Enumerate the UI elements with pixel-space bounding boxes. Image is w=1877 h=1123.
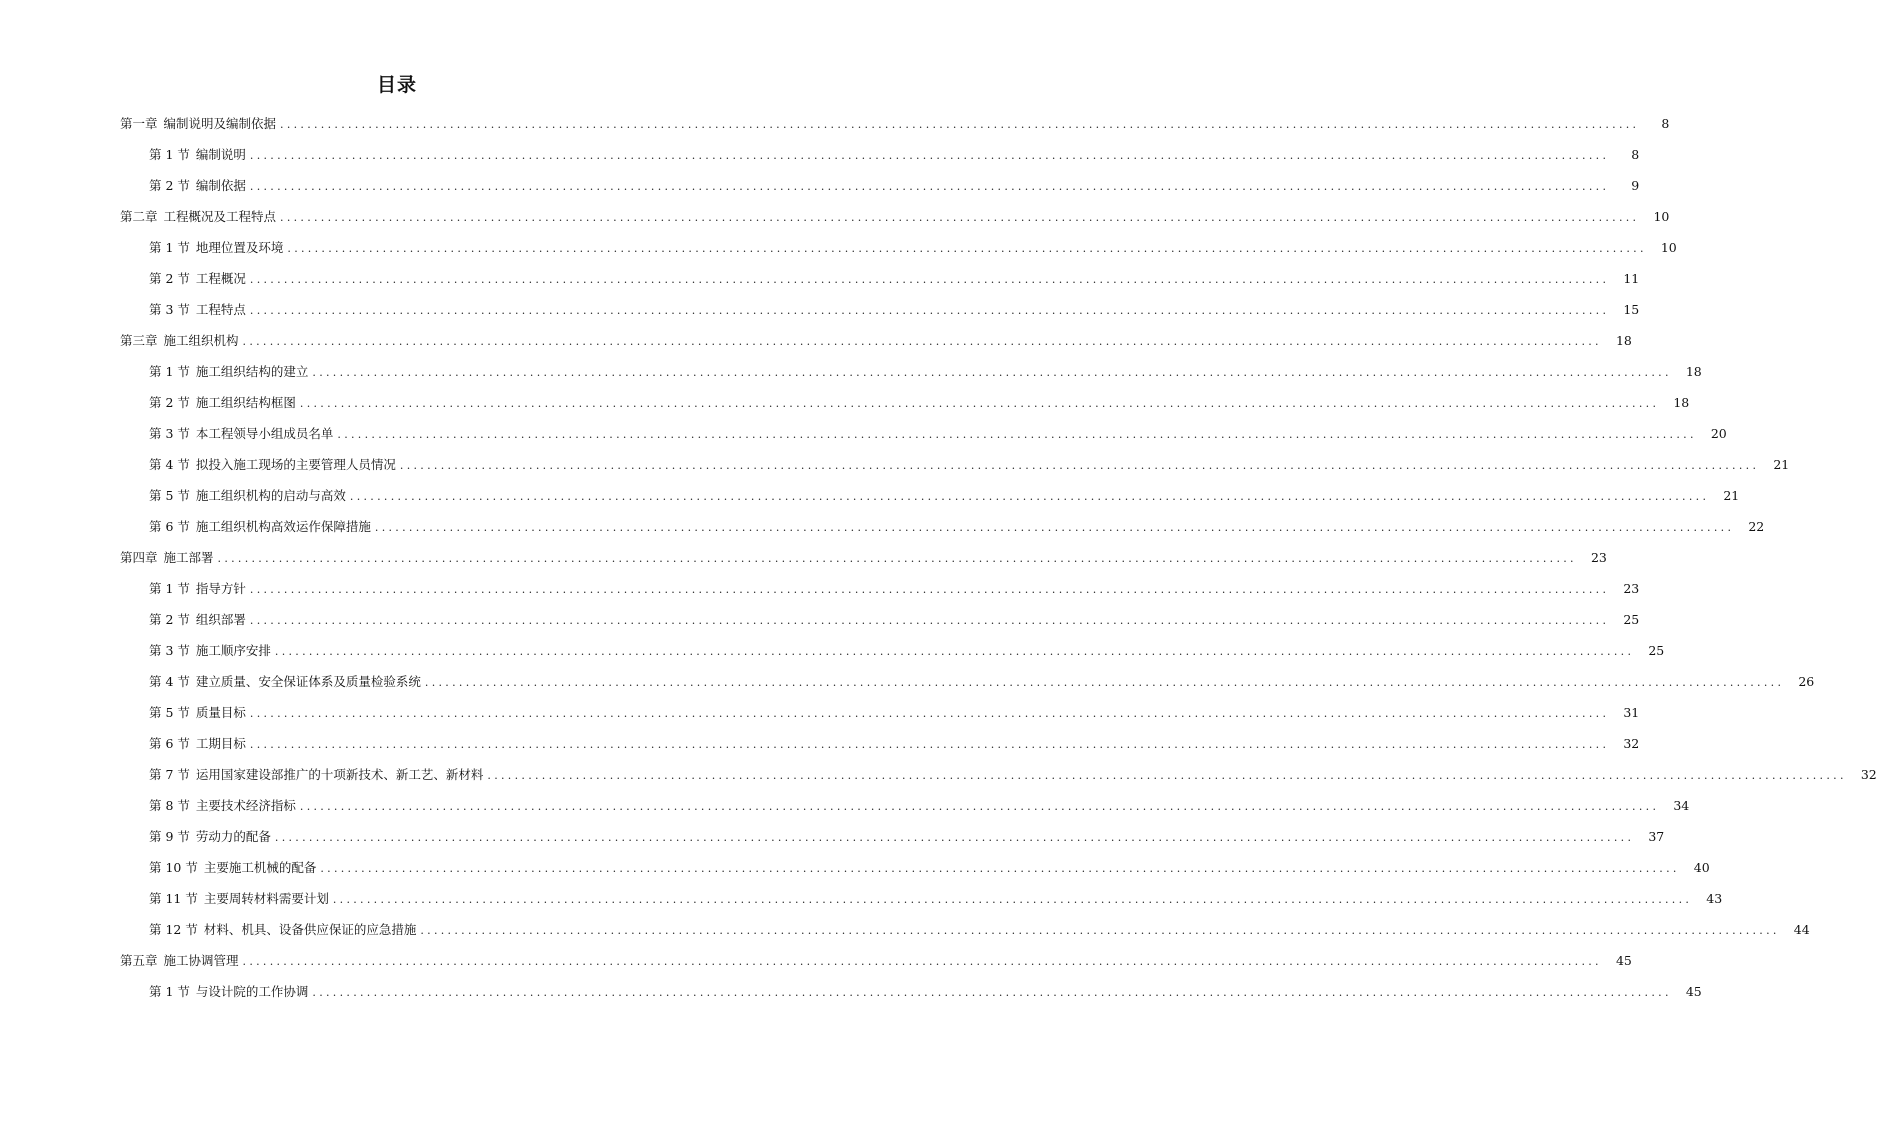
page-number: 34	[1673, 798, 1690, 814]
entry-title: 运用国家建设部推广的十项新技术、新工艺、新材料	[195, 767, 484, 783]
toc-section[interactable]	[0, 357, 1702, 388]
page-number: 8	[1631, 147, 1640, 163]
dot-leader: ........................................................................................................................................................................................................	[249, 614, 1610, 627]
entry-number: 第二章	[120, 209, 158, 225]
page-number: 8	[1661, 116, 1670, 132]
toc-chapter[interactable]	[0, 946, 1632, 977]
toc-chapter[interactable]	[0, 202, 1670, 233]
dot-leader: ........................................................................................................................................................................................................	[242, 335, 1602, 348]
page-number: 25	[1623, 612, 1640, 628]
entry-title: 拟投入施工现场的主要管理人员情况	[195, 457, 396, 473]
toc-section[interactable]	[0, 140, 1640, 171]
entry-title: 工程概况	[195, 271, 246, 287]
entry-number: 第 12 节	[149, 922, 198, 938]
dot-leader: ........................................................................................................................................................................................................	[399, 459, 1760, 472]
toc-section[interactable]	[0, 481, 1740, 512]
page-number: 18	[1615, 333, 1632, 349]
toc-section[interactable]	[0, 822, 1665, 853]
entry-title: 与设计院的工作协调	[195, 984, 309, 1000]
dot-leader: ........................................................................................................................................................................................................	[299, 800, 1660, 813]
entry-number: 第 11 节	[149, 891, 198, 907]
page-number: 20	[1710, 426, 1727, 442]
entry-title: 工期目标	[195, 736, 246, 752]
page-number: 26	[1798, 674, 1815, 690]
toc-section[interactable]	[0, 729, 1640, 760]
dot-leader: ........................................................................................................................................................................................................	[274, 645, 1635, 658]
dot-leader: ........................................................................................................................................................................................................	[249, 707, 1610, 720]
entry-title: 本工程领导小组成员名单	[195, 426, 334, 442]
entry-number: 第 3 节	[149, 643, 190, 659]
toc-section[interactable]	[0, 388, 1690, 419]
entry-number: 第 2 节	[149, 612, 190, 628]
toc-section[interactable]	[0, 915, 1810, 946]
toc-section[interactable]	[0, 264, 1640, 295]
entry-title: 劳动力的配备	[195, 829, 271, 845]
dot-leader: ........................................................................................................................................................................................................	[374, 521, 1735, 534]
entry-number: 第 1 节	[149, 364, 190, 380]
dot-leader: ........................................................................................................................................................................................................	[320, 862, 1680, 875]
page-number: 37	[1648, 829, 1665, 845]
entry-number: 第 3 节	[149, 426, 190, 442]
toc-section[interactable]	[0, 512, 1765, 543]
page-number: 45	[1685, 984, 1702, 1000]
entry-title: 组织部署	[195, 612, 246, 628]
dot-leader: ........................................................................................................................................................................................................	[249, 738, 1610, 751]
entry-number: 第 4 节	[149, 457, 190, 473]
entry-number: 第四章	[120, 550, 158, 566]
dot-leader: ........................................................................................................................................................................................................	[280, 211, 1640, 224]
dot-leader: ........................................................................................................................................................................................................	[420, 924, 1780, 937]
page-number: 21	[1773, 457, 1790, 473]
entry-title: 主要技术经济指标	[195, 798, 296, 814]
page-number: 31	[1623, 705, 1640, 721]
entry-title: 施工组织机构	[163, 333, 239, 349]
entry-number: 第 9 节	[149, 829, 190, 845]
toc-section[interactable]	[0, 698, 1640, 729]
entry-title: 地理位置及环境	[195, 240, 284, 256]
entry-number: 第 6 节	[149, 519, 190, 535]
toc-section[interactable]	[0, 171, 1640, 202]
page-number: 40	[1693, 860, 1710, 876]
entry-title: 编制依据	[195, 178, 246, 194]
entry-title: 施工组织机构高效运作保障措施	[195, 519, 371, 535]
page-number: 18	[1685, 364, 1702, 380]
page-number: 23	[1623, 581, 1640, 597]
table-of-contents	[0, 109, 1877, 1008]
entry-number: 第 7 节	[149, 767, 190, 783]
entry-title: 施工组织结构的建立	[195, 364, 309, 380]
dot-leader: ........................................................................................................................................................................................................	[249, 273, 1610, 286]
entry-title: 建立质量、安全保证体系及质量检验系统	[195, 674, 421, 690]
dot-leader: ........................................................................................................................................................................................................	[312, 366, 1672, 379]
toc-chapter[interactable]	[0, 326, 1632, 357]
entry-title: 施工部署	[163, 550, 214, 566]
dot-leader: ........................................................................................................................................................................................................	[287, 242, 1647, 255]
entry-number: 第 2 节	[149, 395, 190, 411]
page-number: 22	[1748, 519, 1765, 535]
entry-number: 第五章	[120, 953, 158, 969]
toc-section[interactable]	[0, 574, 1640, 605]
entry-title: 工程概况及工程特点	[163, 209, 277, 225]
dot-leader: ........................................................................................................................................................................................................	[280, 118, 1640, 131]
page-number: 9	[1631, 178, 1640, 194]
entry-title: 施工顺序安排	[195, 643, 271, 659]
toc-section[interactable]	[0, 884, 1723, 915]
entry-number: 第 1 节	[149, 581, 190, 597]
toc-section[interactable]	[0, 791, 1690, 822]
toc-section[interactable]	[0, 605, 1640, 636]
page-number: 25	[1648, 643, 1665, 659]
page-title: 目录	[376, 74, 417, 96]
page-number: 15	[1623, 302, 1640, 318]
entry-number: 第 4 节	[149, 674, 190, 690]
toc-section[interactable]	[0, 450, 1790, 481]
entry-title: 材料、机具、设备供应保证的应急措施	[203, 922, 417, 938]
page-number: 23	[1590, 550, 1607, 566]
entry-title: 施工组织结构框图	[195, 395, 296, 411]
entry-title: 工程特点	[195, 302, 246, 318]
entry-number: 第三章	[120, 333, 158, 349]
page-number: 21	[1723, 488, 1740, 504]
entry-title: 编制说明	[195, 147, 246, 163]
page-number: 11	[1623, 271, 1640, 287]
entry-number: 第 2 节	[149, 271, 190, 287]
entry-number: 第 1 节	[149, 984, 190, 1000]
dot-leader: ........................................................................................................................................................................................................	[249, 180, 1610, 193]
page-number: 45	[1615, 953, 1632, 969]
page-number: 43	[1706, 891, 1723, 907]
dot-leader: ........................................................................................................................................................................................................	[249, 149, 1610, 162]
dot-leader: ........................................................................................................................................................................................................	[312, 986, 1672, 999]
toc-chapter[interactable]	[0, 543, 1607, 574]
entry-number: 第 6 节	[149, 736, 190, 752]
dot-leader: ........................................................................................................................................................................................................	[299, 397, 1660, 410]
entry-title: 主要施工机械的配备	[203, 860, 317, 876]
entry-title: 施工组织机构的启动与高效	[195, 488, 346, 504]
entry-title: 质量目标	[195, 705, 246, 721]
dot-leader: ........................................................................................................................................................................................................	[487, 769, 1847, 782]
page-number: 44	[1793, 922, 1810, 938]
entry-number: 第 1 节	[149, 240, 190, 256]
dot-leader: ........................................................................................................................................................................................................	[242, 955, 1602, 968]
page-number: 32	[1860, 767, 1877, 783]
page-number: 10	[1653, 209, 1670, 225]
page-number: 32	[1623, 736, 1640, 752]
dot-leader: ........................................................................................................................................................................................................	[424, 676, 1785, 689]
entry-title: 编制说明及编制依据	[163, 116, 277, 132]
entry-number: 第 10 节	[149, 860, 198, 876]
toc-section[interactable]	[0, 233, 1677, 264]
toc-section[interactable]	[0, 977, 1702, 1008]
entry-number: 第 3 节	[149, 302, 190, 318]
entry-number: 第 5 节	[149, 488, 190, 504]
toc-section[interactable]	[0, 760, 1877, 791]
dot-leader: ........................................................................................................................................................................................................	[337, 428, 1697, 441]
page-number: 18	[1673, 395, 1690, 411]
dot-leader: ........................................................................................................................................................................................................	[332, 893, 1693, 906]
toc-chapter[interactable]	[0, 109, 1670, 140]
toc-section[interactable]	[0, 853, 1710, 884]
entry-number: 第 1 节	[149, 147, 190, 163]
entry-number: 第 8 节	[149, 798, 190, 814]
dot-leader: ........................................................................................................................................................................................................	[249, 304, 1610, 317]
toc-section[interactable]	[0, 419, 1727, 450]
entry-number: 第 5 节	[149, 705, 190, 721]
toc-section[interactable]	[0, 295, 1640, 326]
entry-title: 主要周转材料需要计划	[203, 891, 329, 907]
entry-title: 施工协调管理	[163, 953, 239, 969]
entry-number: 第 2 节	[149, 178, 190, 194]
entry-number: 第一章	[120, 116, 158, 132]
toc-section[interactable]	[0, 636, 1665, 667]
dot-leader: ........................................................................................................................................................................................................	[249, 583, 1610, 596]
entry-title: 指导方针	[195, 581, 246, 597]
dot-leader: ........................................................................................................................................................................................................	[217, 552, 1577, 565]
dot-leader: ........................................................................................................................................................................................................	[349, 490, 1710, 503]
toc-section[interactable]	[0, 667, 1815, 698]
dot-leader: ........................................................................................................................................................................................................	[274, 831, 1635, 844]
page-number: 10	[1660, 240, 1677, 256]
